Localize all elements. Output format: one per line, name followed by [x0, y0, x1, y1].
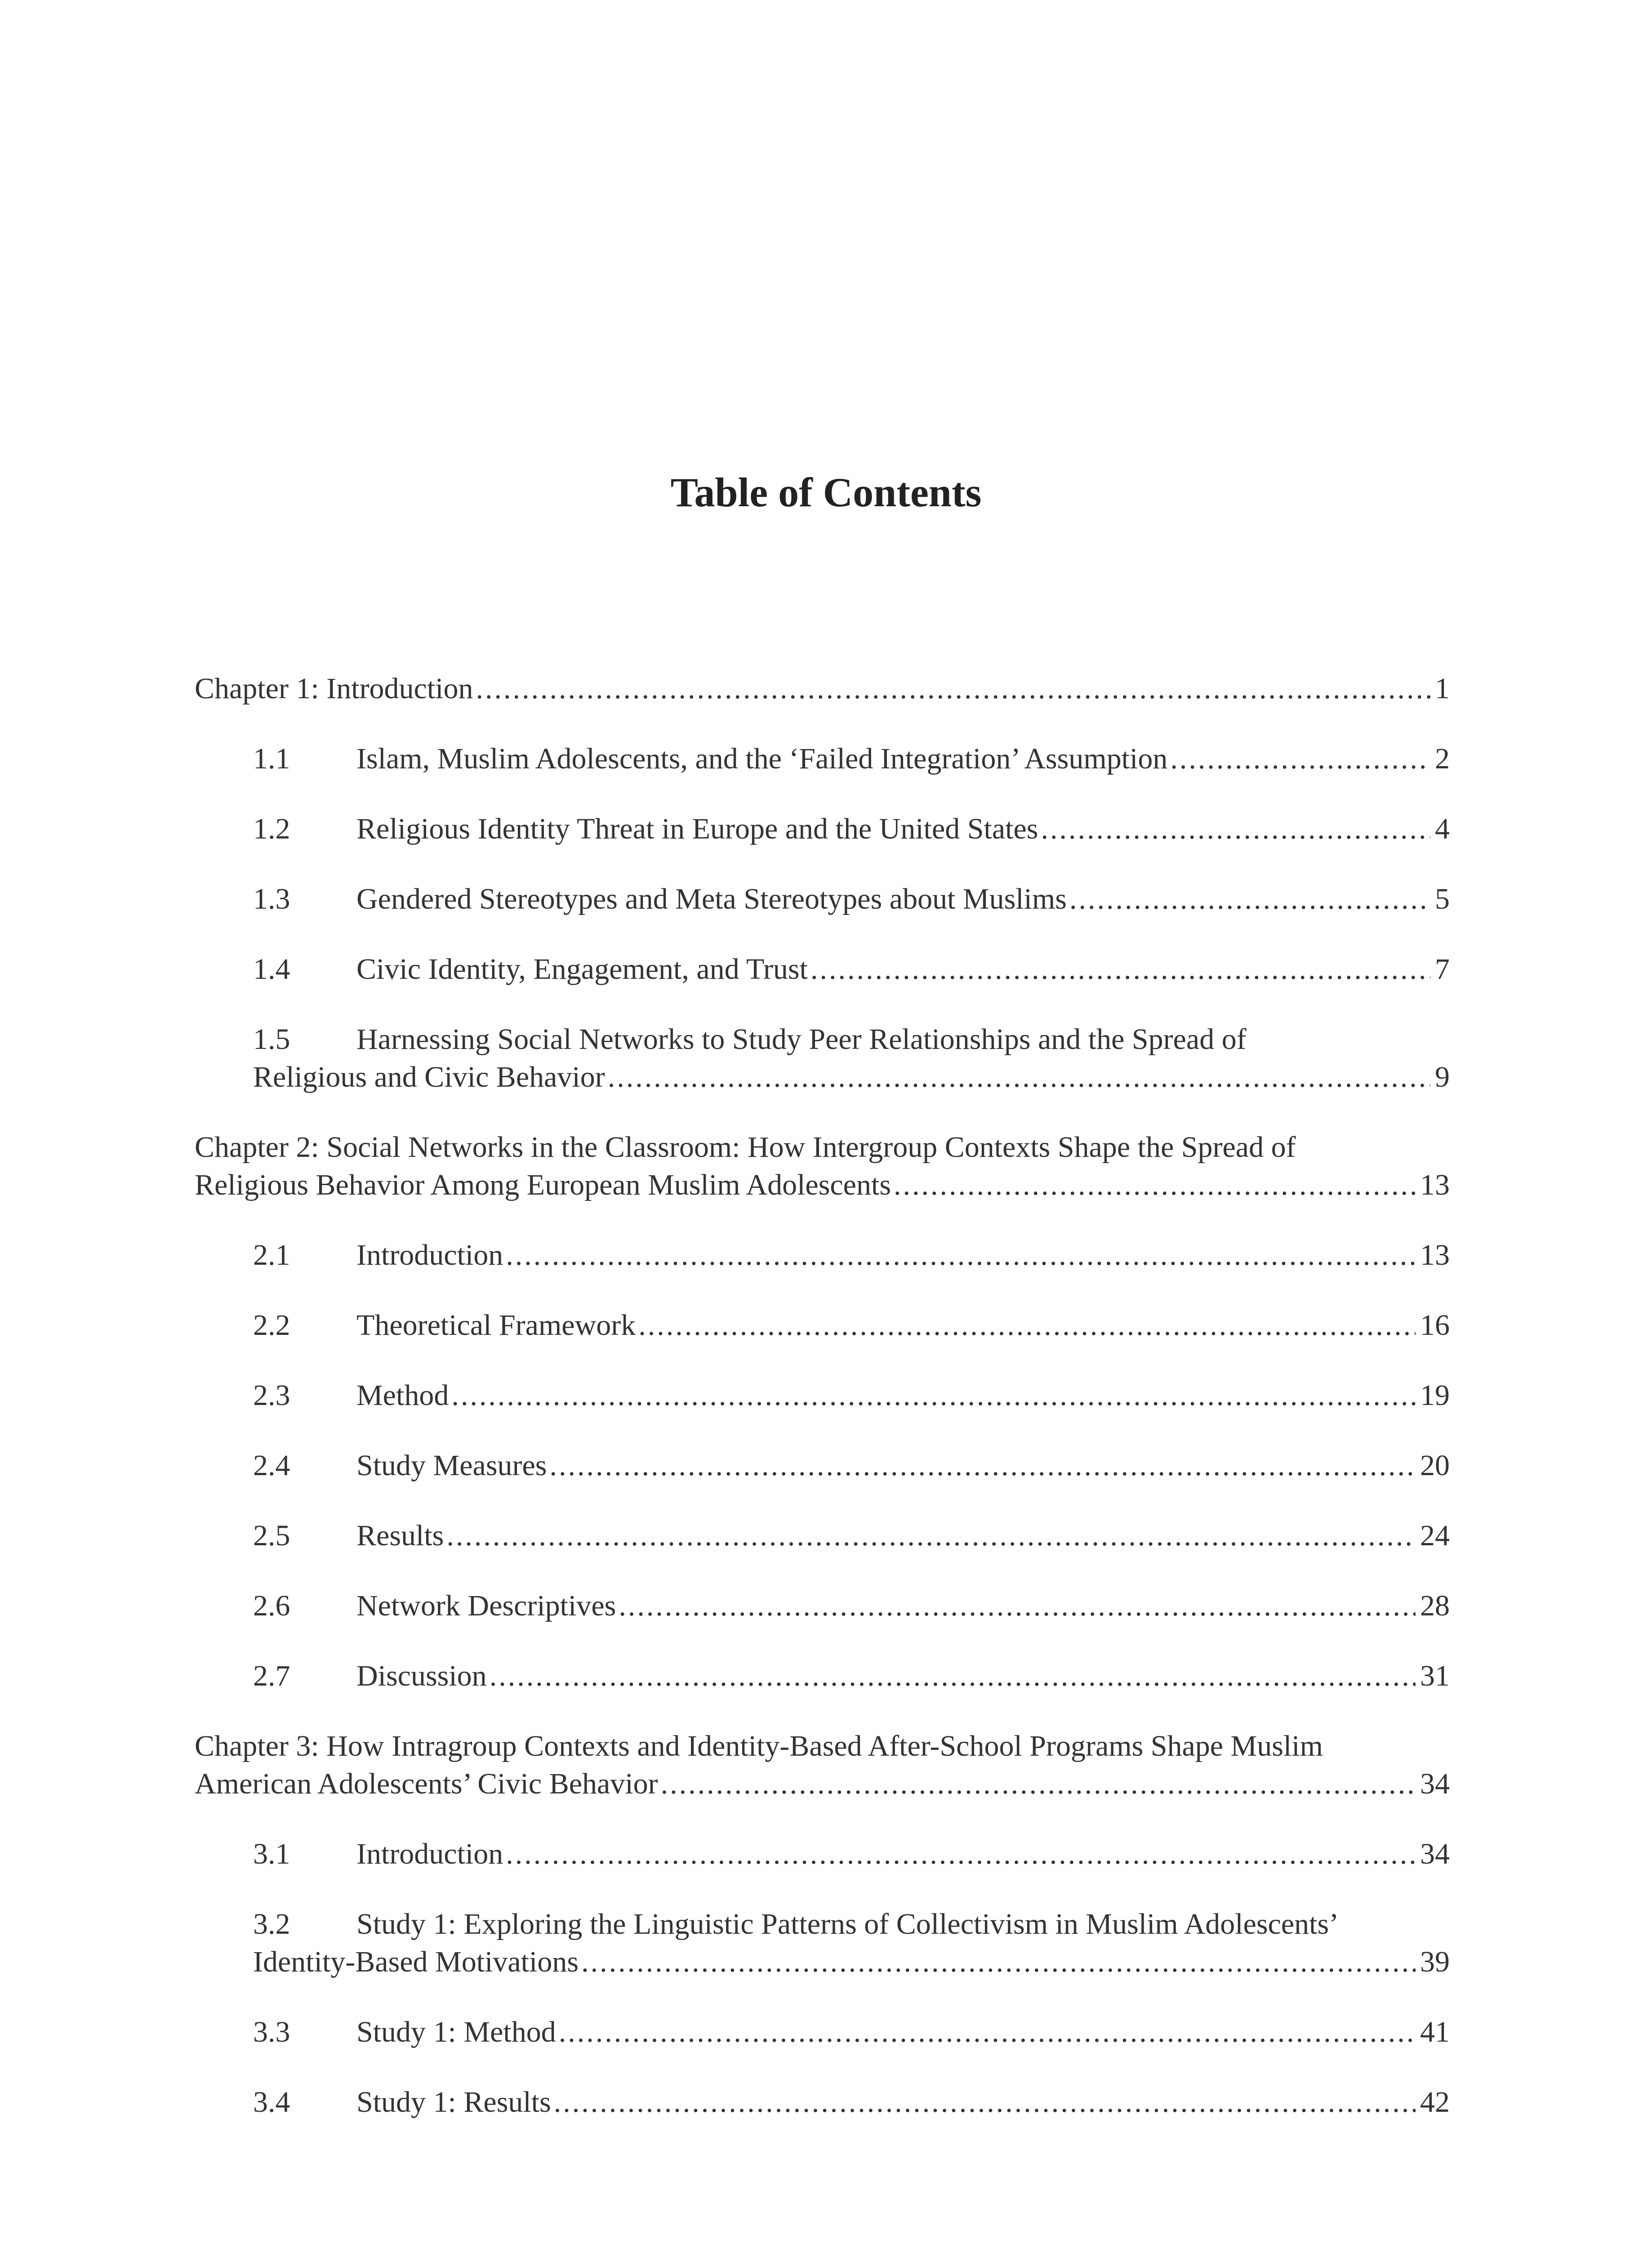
page-number: 4 [1435, 812, 1450, 845]
toc-section-entry[interactable] [195, 1236, 1450, 1274]
section-number: 3.4 [253, 2086, 290, 2119]
toc-section-entry[interactable] [195, 1517, 1450, 1555]
entry-title: Study Measures [356, 1449, 547, 1482]
toc-section-entry[interactable] [195, 1377, 1450, 1414]
toc-entry-line [195, 880, 1450, 918]
entry-title: Religious and Civic Behavior [253, 1061, 605, 1093]
entry-title: Theoretical Framework [356, 1309, 636, 1342]
dot-leader [894, 1166, 1416, 1204]
page-number: 34 [1420, 1767, 1450, 1800]
dot-leader [506, 1835, 1416, 1873]
page-number: 19 [1420, 1379, 1450, 1412]
entry-title: Civic Identity, Engagement, and Trust [356, 953, 808, 986]
dot-leader [451, 1377, 1416, 1414]
entry-title: Identity-Based Motivations [253, 1945, 579, 1978]
dot-leader [490, 1657, 1416, 1695]
toc-entry-line [195, 2083, 1450, 2121]
toc-section-entry[interactable] [195, 2083, 1450, 2121]
page-number: 20 [1420, 1449, 1450, 1482]
section-number: 1.1 [253, 742, 290, 775]
toc-entry-line [195, 1166, 1450, 1204]
entry-title: Chapter 1: Introduction [195, 672, 473, 705]
entry-title: Introduction [356, 1239, 503, 1271]
toc-chapter-entry[interactable] [195, 1128, 1450, 1204]
toc-entry-line [195, 1058, 1450, 1096]
entry-title: Network Descriptives [356, 1589, 616, 1622]
toc-entry-line [195, 1587, 1450, 1625]
toc-section-entry[interactable] [195, 1587, 1450, 1625]
toc-list [195, 670, 1450, 2154]
entry-title: Chapter 2: Social Networks in the Classroom: How Intergroup Contexts Shape the Spread of [195, 1131, 1296, 1164]
section-number: 2.6 [253, 1589, 290, 1622]
toc-section-entry[interactable] [195, 1657, 1450, 1695]
entry-title: Islam, Muslim Adolescents, and the ‘Failed Integration’ Assumption [356, 742, 1168, 775]
page-number: 39 [1420, 1945, 1450, 1978]
page-number: 2 [1435, 742, 1450, 775]
dot-leader [608, 1058, 1430, 1096]
toc-section-entry[interactable] [195, 1307, 1450, 1344]
section-number: 2.3 [253, 1379, 290, 1412]
toc-entry-line [195, 950, 1450, 988]
section-number: 1.2 [253, 812, 290, 845]
page-number: 9 [1435, 1061, 1450, 1093]
toc-chapter-entry[interactable] [195, 670, 1450, 708]
entry-title: Gendered Stereotypes and Meta Stereotypes about Muslims [356, 883, 1067, 915]
section-number: 1.3 [253, 883, 290, 915]
toc-section-entry[interactable] [195, 880, 1450, 918]
entry-title: Discussion [356, 1659, 487, 1692]
toc-section-entry[interactable] [195, 2013, 1450, 2051]
page-number: 34 [1420, 1838, 1450, 1870]
toc-entry-line [195, 1236, 1450, 1274]
toc-section-entry[interactable] [195, 1835, 1450, 1873]
section-number: 2.4 [253, 1449, 290, 1482]
section-number: 2.7 [253, 1659, 290, 1692]
section-number: 3.1 [253, 1838, 290, 1870]
dot-leader [661, 1765, 1416, 1803]
section-number: 3.2 [253, 1908, 290, 1940]
toc-entry-line [195, 1517, 1450, 1555]
toc-entry-line [195, 2013, 1450, 2051]
page-number: 13 [1420, 1169, 1450, 1201]
toc-entry-line [195, 1447, 1450, 1485]
page-number: 42 [1420, 2086, 1450, 2119]
toc-entry-line [195, 1765, 1450, 1803]
dot-leader [1041, 810, 1430, 848]
toc-entry-line [195, 1377, 1450, 1414]
dot-leader [581, 1943, 1416, 1981]
toc-section-entry[interactable] [195, 1447, 1450, 1485]
page-number: 7 [1435, 953, 1450, 986]
dot-leader [446, 1517, 1416, 1555]
page-number: 16 [1420, 1309, 1450, 1342]
toc-entry-line [195, 1727, 1450, 1765]
entry-title: Chapter 3: How Intragroup Contexts and Identity-Based After-School Programs Shape Muslim [195, 1730, 1323, 1762]
toc-section-entry[interactable] [195, 1021, 1450, 1096]
dot-leader [1170, 740, 1430, 778]
entry-title: Method [356, 1379, 449, 1412]
dot-leader [549, 1447, 1416, 1485]
section-number: 3.3 [253, 2016, 290, 2048]
section-number: 2.2 [253, 1309, 290, 1342]
toc-entry-line [195, 1905, 1450, 1943]
toc-entry-line [195, 810, 1450, 848]
entry-title: Study 1: Results [356, 2086, 551, 2119]
section-number: 2.5 [253, 1519, 290, 1552]
toc-entry-line [195, 1657, 1450, 1695]
dot-leader [506, 1236, 1416, 1274]
toc-entry-line [195, 1128, 1450, 1166]
entry-title: American Adolescents’ Civic Behavior [195, 1767, 658, 1800]
page-number: 1 [1435, 672, 1450, 705]
entry-title: Harnessing Social Networks to Study Peer Relationships and the Spread of [356, 1023, 1247, 1056]
toc-entry-line [195, 740, 1450, 778]
dot-leader [559, 2013, 1416, 2051]
dot-leader [619, 1587, 1416, 1625]
toc-section-entry[interactable] [195, 950, 1450, 988]
toc-section-entry[interactable] [195, 1905, 1450, 1981]
toc-entry-line [195, 1943, 1450, 1981]
entry-title: Study 1: Exploring the Linguistic Patterns of Collectivism in Muslim Adolescents’ [356, 1908, 1339, 1940]
toc-entry-line [195, 1835, 1450, 1873]
toc-entry-line [195, 1021, 1450, 1058]
toc-entry-line [195, 670, 1450, 708]
entry-title: Religious Behavior Among European Muslim Adolescents [195, 1169, 891, 1201]
entry-title: Results [356, 1519, 444, 1552]
toc-section-entry[interactable] [195, 810, 1450, 848]
page-number: 28 [1420, 1589, 1450, 1622]
entry-title: Introduction [356, 1838, 503, 1870]
page-title: Table of Contents [670, 469, 982, 515]
entry-title: Study 1: Method [356, 2016, 556, 2048]
dot-leader [638, 1307, 1416, 1344]
section-number: 1.4 [253, 953, 290, 986]
toc-entry-line [195, 1307, 1450, 1344]
dot-leader [810, 950, 1430, 988]
section-number: 2.1 [253, 1239, 290, 1271]
dot-leader [476, 670, 1430, 708]
page-number: 13 [1420, 1239, 1450, 1271]
toc-section-entry[interactable] [195, 740, 1450, 778]
page-number: 5 [1435, 883, 1450, 915]
toc-chapter-entry[interactable] [195, 1727, 1450, 1803]
page-number: 41 [1420, 2016, 1450, 2048]
dot-leader [554, 2083, 1416, 2121]
section-number: 1.5 [253, 1023, 290, 1056]
page-number: 31 [1420, 1659, 1450, 1692]
dot-leader [1069, 880, 1430, 918]
page-number: 24 [1420, 1519, 1450, 1552]
entry-title: Religious Identity Threat in Europe and the United States [356, 812, 1038, 845]
